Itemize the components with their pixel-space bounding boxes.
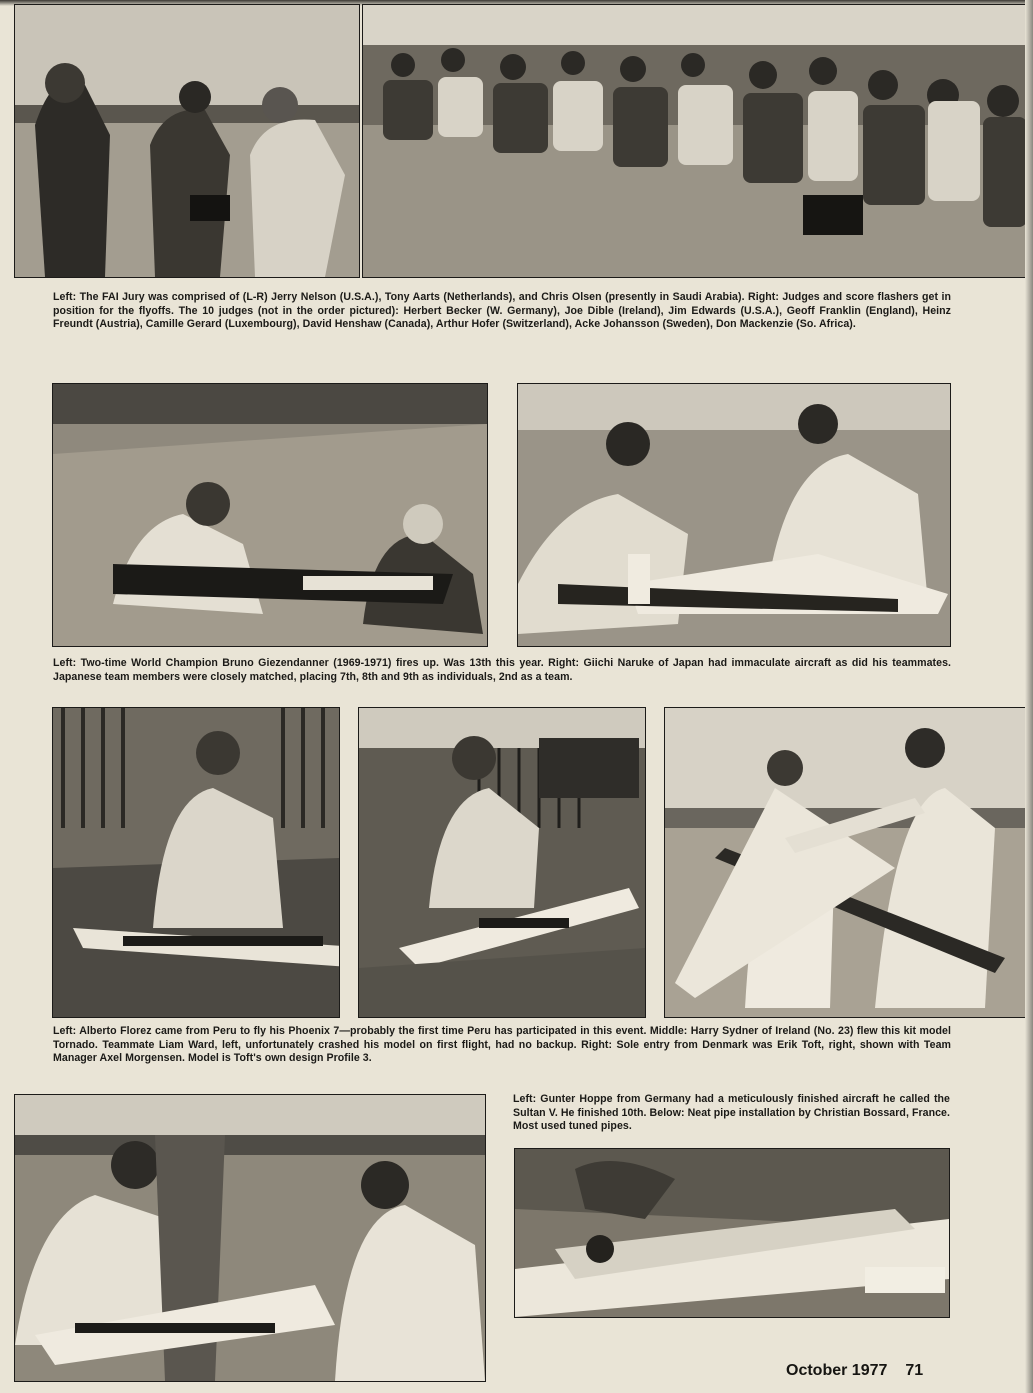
page-number: 71 — [905, 1362, 924, 1379]
caption-hoppe-bossard: Left: Gunter Hoppe from Germany had a meticulously finished aircraft he called the Sultan V. He finished 10th. Below: Neat pipe installation by Christian Bossard, France. Most used tuned pipes. — [513, 1093, 950, 1133]
photo-naruke — [517, 383, 951, 647]
photo-judges — [362, 4, 1028, 278]
photo-sydner — [358, 707, 646, 1018]
photo-pipe-installation — [514, 1148, 950, 1318]
photo-hoppe — [14, 1094, 486, 1382]
issue-date: October 1977 — [786, 1362, 888, 1379]
photo-fai-jury — [14, 4, 360, 278]
caption-jury-and-judges: Left: The FAI Jury was comprised of (L-R) Jerry Nelson (U.S.A.), Tony Aarts (Netherlands), and Chris Olsen (presently in Saudi Arabia). Right: Judges and score flashers get in position for the flyoffs. The 10 judges (not in the order pictured): Herbert Becker (W. Germany), Joe Dible (Ireland), Jim Edwards (U.S.A.), Geoff Franklin (England), Heinz Freundt (Austria), Camille Gerard (Luxembourg), David Henshaw (Canada), Arthur Hofer (Switzerland), Acke Johansson (Sweden), Don Mackenzie (So. Africa). — [53, 291, 951, 331]
caption-florez-sydner-toft: Left: Alberto Florez came from Peru to fly his Phoenix 7—probably the first time Peru has participated in this event. Middle: Harry Sydner of Ireland (No. 23) flew this kit model Tornado. Teammate Liam Ward, left, unfortunately crashed his model on first flight, had no backup. Right: Sole entry from Denmark was Erik Toft, right, shown with Team Manager Axel Morgensen. Model is Toft's own design Profile 3. — [53, 1025, 951, 1065]
photo-toft — [664, 707, 1028, 1018]
scan-edge-right — [1025, 0, 1033, 1393]
photo-giezendanner — [52, 383, 488, 647]
photo-florez — [52, 707, 340, 1018]
page-footer — [786, 1362, 923, 1380]
caption-giezendanner-naruke: Left: Two-time World Champion Bruno Giezendanner (1969-1971) fires up. Was 13th this year. Right: Giichi Naruke of Japan had immaculate aircraft as did his teammates. Japanese team members were closely matched, placing 7th, 8th and 9th as individuals, 2nd as a team. — [53, 657, 951, 683]
